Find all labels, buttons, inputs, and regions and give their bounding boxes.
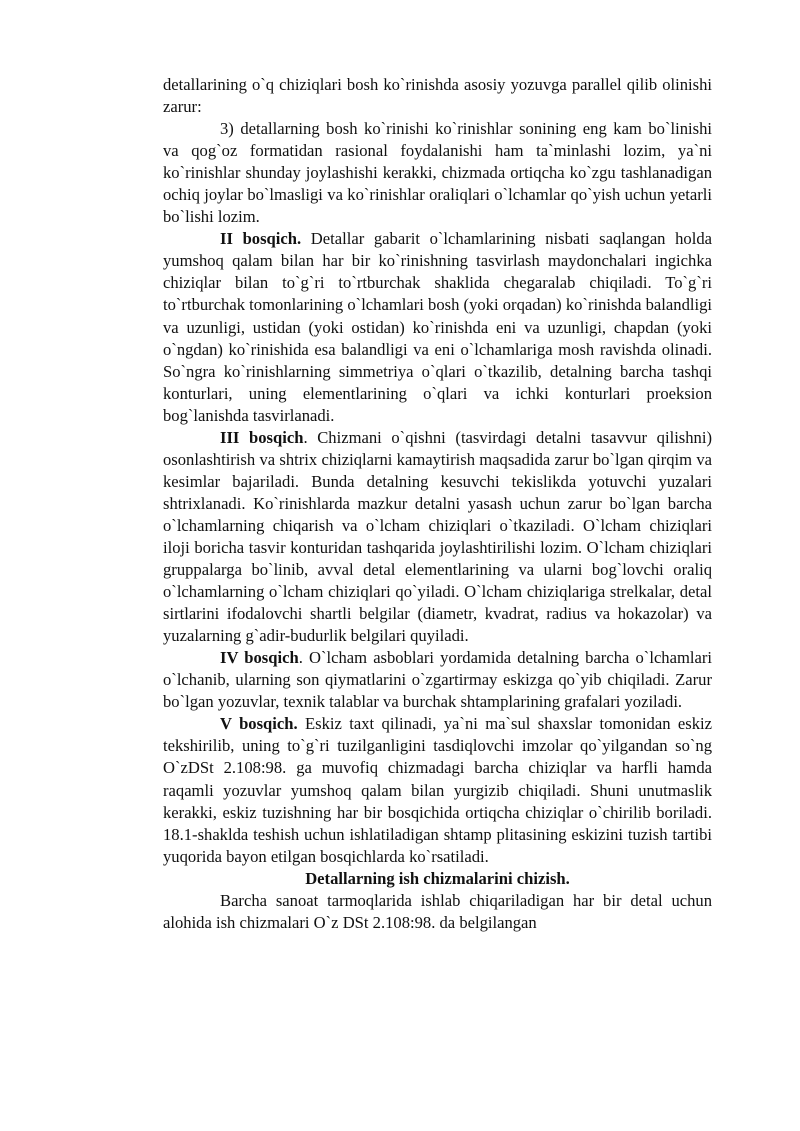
paragraph-intro	[163, 74, 712, 118]
paragraph-text: detallarining o`q chiziqlari bosh ko`rinishda asosiy yozuvga parallel qilib olinishi zarur:	[163, 75, 712, 117]
stage-label: III bosqich	[220, 427, 304, 447]
paragraph-stage-2	[163, 228, 712, 426]
section-title: Detallarning ish chizmalarini chizish.	[305, 868, 570, 888]
document-page	[163, 74, 712, 934]
stage-label: II bosqich.	[220, 229, 302, 249]
paragraph-text: 3) detallarning bosh ko`rinishi ko`rinishlar sonining eng kam bo`linishi va qog`oz formatidan rasional foydalanishi ham ta`minlashi lozim, ya`ni ko`rinishlar shunday joylashishi kerakki, chizmada ortiqcha ko`zgu tashlanadigan ochiq joylar bo`lmasligi va ko`rinishlar oraliqlari o`lchamlar qo`yish uchun yetarli bo`lishi lozim.	[163, 119, 712, 227]
paragraph-text: . Chizmani o`qishni (tasvirdagi detalni tasavvur qilishni) osonlashtirish va shtrix chiziqlarni kamaytirish maqsadida zarur bo`lgan qirqim va kesimlar bajariladi. Bunda detalning kesuvchi tekislikda yotuvchi yuzalari shtrixlanadi. Ko`rinishlarda mazkur detalni yasash uchun zarur bo`lgan barcha o`lchamlarning chiqarish va o`lcham chiziqlari o`tkaziladi. O`lcham chiziqlari iloji boricha tasvir konturidan tashqarida joylashtirilishi lozim. O`lcham chiziqlari gruppalarga bo`linib, avval detal elementlarining va ularni bog`lovchi oraliq o`lchamlarning o`lcham chiziqlari qo`yiladi. O`lcham chiziqlariga strelkalar, detal sirtlarini ifodalovchi shartli belgilar (diametr, kvadrat, radius va hokazolar) va yuzalarning g`adir-budurlik belgilari quyiladi.	[163, 427, 712, 646]
paragraph-stage-3	[163, 427, 712, 647]
stage-label: V bosqich.	[220, 714, 298, 734]
paragraph-text: . O`lcham asboblari yordamida detalning barcha o`lchamlari o`lchanib, ularning son qiymatlarini o`zgartirmay eskizga qo`yib chiqiladi. Zarur bo`lgan yozuvlar, texnik talablar va burchak shtamplarining grafalari yoziladi.	[163, 648, 712, 712]
paragraph-item-3	[163, 118, 712, 228]
paragraph-text: Detallar gabarit o`lchamlarining nisbati saqlangan holda yumshoq qalam bilan har bir ko`rinishning tasvirlash maydonchalari ingichka chiziqlar bilan to`g`ri to`rtburchak shaklida chegaralab chiqiladi. To`g`ri to`rtburchak tomonlarining o`lchamlari bosh (yoki orqadan) ko`rinishda balandligi va uzunligi, ustidan (yoki ostidan) ko`rinishda eni va uzunligi, chapdan (yoki o`ngdan) ko`rinishida esa balandligi va eni o`lchamlariga mosh ravishda olinadi. So`ngra ko`rinishlarning simmetriya o`qlari o`tkazilib, detalning barcha tashqi konturlari, uning elementlarining o`qlari va ichki konturlari proeksion bog`lanishda tasvirlanadi.	[163, 229, 712, 425]
paragraph-text: Eskiz taxt qilinadi, ya`ni ma`sul shaxslar tomonidan eskiz tekshirilib, uning to`g`ri tuzilganligini tasdiqlovchi imzolar qo`yilgandan so`ng O`zDSt 2.108:98. ga muvofiq chizmadagi barcha chiziqlar va harfli hamda raqamli yozuvlar yumshoq qalam bilan yurgizib chiqiladi. Shuni unutmaslik kerakki, eskiz tuzishning har bir bosqichida ortiqcha chiziqlar o`chirilib boriladi. 18.1-shaklda teshish uchun ishlatiladigan shtamp plitasining eskizini tuzish tartibi yuqorida bayon etilgan bosqichlarda ko`rsatiladi.	[163, 714, 712, 866]
paragraph-final	[163, 890, 712, 934]
paragraph-stage-4	[163, 647, 712, 713]
paragraph-stage-5	[163, 713, 712, 867]
paragraph-text: Barcha sanoat tarmoqlarida ishlab chiqariladigan har bir detal uchun alohida ish chizmalari O`z DSt 2.108:98. da belgilangan	[163, 890, 712, 932]
stage-label: IV bosqich	[220, 648, 299, 668]
